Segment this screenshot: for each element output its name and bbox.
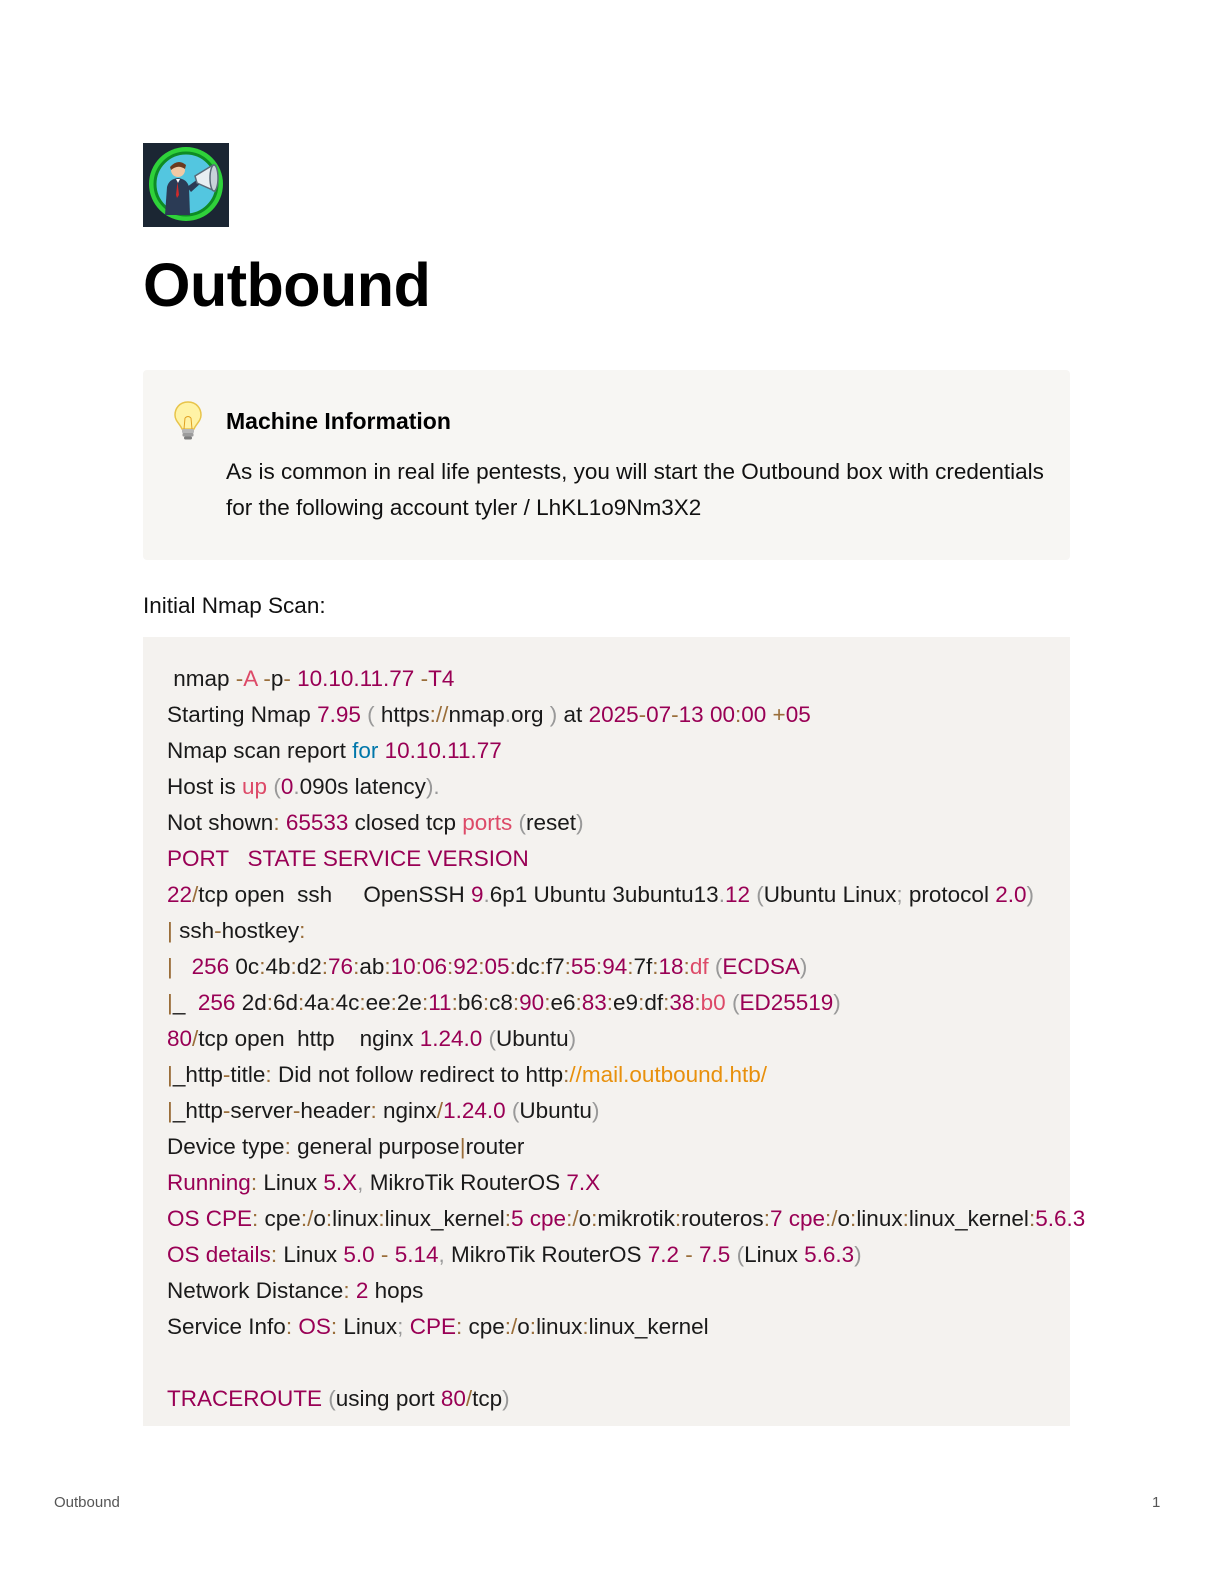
code-token: linux: [332, 1206, 379, 1231]
lightbulb-icon: [173, 400, 203, 442]
code-token: :: [694, 990, 701, 1015]
code-token: :: [451, 990, 458, 1015]
code-token: b6: [457, 990, 483, 1015]
code-token: -: [638, 702, 647, 727]
nmap-code-block: [143, 637, 1086, 1426]
code-line: [167, 1129, 524, 1165]
code-token: :: [370, 1098, 377, 1123]
code-token: //mail.outbound.htb/: [569, 1062, 767, 1087]
code-token: //: [435, 702, 449, 727]
code-token: (: [714, 954, 723, 979]
code-token: OS details: [167, 1242, 271, 1267]
code-token: A: [243, 666, 258, 691]
code-token: :: [652, 954, 659, 979]
code-token: 4c: [335, 990, 360, 1015]
code-token: :: [273, 810, 280, 835]
code-token: Starting Nmap: [167, 702, 318, 727]
code-token: :: [446, 954, 454, 979]
code-token: ECDSA: [722, 954, 800, 979]
code-token: :: [482, 990, 490, 1015]
code-token: title: [230, 1062, 266, 1087]
code-token: (: [511, 1098, 520, 1123]
code-token: :: [529, 1314, 537, 1339]
code-token: .: [483, 882, 490, 907]
code-token: :: [321, 954, 329, 979]
code-token: 55: [570, 954, 596, 979]
code-token: 2d: [235, 990, 267, 1015]
code-token: :: [455, 1314, 463, 1339]
code-token: d2: [296, 954, 322, 979]
code-token: :: [384, 954, 391, 979]
code-token: org: [511, 702, 550, 727]
code-token: using port: [335, 1386, 441, 1411]
code-token: 2025: [588, 702, 639, 727]
code-token: cpe: [462, 1314, 505, 1339]
code-token: dc: [515, 954, 540, 979]
code-token: :: [429, 702, 436, 727]
code-token: |: [167, 1062, 173, 1087]
code-token: o: [313, 1206, 326, 1231]
code-token: :: [359, 990, 366, 1015]
code-token: 12: [724, 882, 750, 907]
code-token: PORT STATE SERVICE VERSION: [167, 846, 529, 871]
code-token: :: [266, 990, 273, 1015]
code-line: [167, 769, 440, 805]
code-token: o: [517, 1314, 530, 1339]
code-line: [167, 913, 305, 949]
code-token: Ubuntu: [519, 1098, 592, 1123]
code-token: .: [504, 702, 511, 727]
code-token: :: [329, 990, 336, 1015]
callout-body: As is common in real life pentests, you will start the Outbound box with credentials for the following account tyler / LhKL1o9Nm3X2: [226, 459, 1044, 520]
code-token: 07: [646, 702, 672, 727]
code-token: TRACEROUTE: [167, 1386, 323, 1411]
code-token: :: [683, 954, 690, 979]
code-token: 13: [678, 702, 704, 727]
code-token: tcp: [472, 1386, 503, 1411]
code-token: -: [671, 702, 679, 727]
code-token: b0: [700, 990, 726, 1015]
code-token: ): [568, 1026, 577, 1051]
code-token: up: [242, 774, 268, 799]
code-token: o: [837, 1206, 851, 1231]
code-token: -: [263, 666, 271, 691]
code-token: -: [420, 666, 429, 691]
code-token: 10: [390, 954, 416, 979]
code-token: 05: [785, 702, 811, 727]
code-token: CPE: [409, 1314, 456, 1339]
code-token: 00: [741, 702, 767, 727]
code-token: 2e: [396, 990, 422, 1015]
code-token: :: [595, 954, 603, 979]
megaphone-avatar-icon: [143, 143, 229, 227]
code-token: general purpose: [290, 1134, 460, 1159]
code-token: ab: [359, 954, 385, 979]
code-token: ): [502, 1386, 510, 1411]
code-token: 65533: [285, 810, 349, 835]
code-token: 4a: [304, 990, 330, 1015]
code-token: T4: [428, 666, 455, 691]
code-token: 256: [191, 954, 230, 979]
code-token: 1.24.0: [443, 1098, 506, 1123]
code-token: 4b: [265, 954, 291, 979]
code-line: [167, 661, 454, 697]
code-token: (: [756, 882, 764, 907]
code-token: :: [539, 954, 546, 979]
code-token: :: [252, 1206, 259, 1231]
code-token: tcp open ssh OpenSSH: [198, 882, 471, 907]
code-token: ): [576, 810, 584, 835]
callout-title: Machine Information: [226, 408, 451, 434]
code-token: 18: [658, 954, 684, 979]
code-token: [173, 954, 192, 979]
code-token: 0c: [229, 954, 260, 979]
code-token: _: [172, 990, 198, 1015]
code-token: 10.10.11.77: [297, 666, 415, 691]
code-token: ,: [438, 1242, 445, 1267]
code-token: :: [330, 1314, 338, 1339]
code-token: 7f: [633, 954, 653, 979]
code-token: (: [273, 774, 281, 799]
code-token: .: [718, 882, 725, 907]
code-token: Not shown: [167, 810, 274, 835]
code-token: :: [259, 954, 266, 979]
code-token: -: [222, 1098, 231, 1123]
code-token: 7.2: [647, 1242, 679, 1267]
code-token: 5.X: [323, 1170, 358, 1195]
code-token: _http: [172, 1062, 223, 1087]
code-token: :/: [825, 1206, 838, 1231]
code-token: 5.6.3: [1035, 1206, 1086, 1231]
code-token: server: [230, 1098, 293, 1123]
code-token: MikroTik RouterOS: [363, 1170, 567, 1195]
code-token: linux: [536, 1314, 583, 1339]
code-token: :: [564, 954, 571, 979]
code-token: linux_kernel: [588, 1314, 709, 1339]
code-token: 5: [511, 1206, 524, 1231]
code-token: 90: [519, 990, 545, 1015]
code-line: [167, 697, 811, 733]
code-token: hostkey: [221, 918, 300, 943]
code-token: :: [509, 954, 516, 979]
code-token: ): [833, 990, 841, 1015]
code-token: 7.5: [699, 1242, 731, 1267]
code-token: :: [544, 990, 551, 1015]
code-token: ): [1026, 882, 1034, 907]
code-token: 090s latency: [299, 774, 426, 799]
code-token: (: [328, 1386, 336, 1411]
code-token: cpe: [258, 1206, 301, 1231]
code-token: Device type: [167, 1134, 285, 1159]
code-token: https: [374, 702, 430, 727]
code-token: 00: [709, 702, 735, 727]
code-token: 06: [421, 954, 447, 979]
code-token: 38: [669, 990, 695, 1015]
code-token: MikroTik RouterOS: [444, 1242, 648, 1267]
code-line: [167, 1165, 600, 1201]
code-line: [167, 1381, 510, 1417]
code-token: ;: [397, 1314, 404, 1339]
code-line: [167, 1201, 1085, 1237]
code-token: Did not follow redirect to http: [271, 1062, 564, 1087]
code-token: _http: [172, 1098, 223, 1123]
code-token: :: [325, 1206, 333, 1231]
page-number: 1: [1152, 1494, 1161, 1511]
code-token: 5.6.3: [804, 1242, 855, 1267]
code-token: |: [167, 990, 173, 1015]
code-line: [167, 949, 807, 985]
code-token: :/: [566, 1206, 579, 1231]
code-token: /: [192, 882, 199, 907]
code-token: .: [293, 774, 300, 799]
code-token: |: [459, 1134, 466, 1159]
code-token: -: [292, 1098, 301, 1123]
code-token: ED25519: [739, 990, 834, 1015]
code-token: :: [1028, 1206, 1036, 1231]
code-line: [167, 1021, 576, 1057]
code-line: [167, 1237, 862, 1273]
code-token: tcp open http nginx: [198, 1026, 420, 1051]
code-token: +: [772, 702, 786, 727]
code-token: linux_kernel: [908, 1206, 1029, 1231]
code-token: 7.X: [566, 1170, 601, 1195]
code-token: df: [644, 990, 664, 1015]
code-token: hops: [368, 1278, 424, 1303]
code-token: routeros: [681, 1206, 764, 1231]
code-token: (: [736, 1242, 745, 1267]
code-token: 80: [440, 1386, 466, 1411]
code-token: cpe: [788, 1206, 826, 1231]
code-token: (: [518, 810, 527, 835]
code-token: :: [284, 1134, 291, 1159]
code-token: Network Distance: [167, 1278, 344, 1303]
code-token: OS: [298, 1314, 331, 1339]
code-token: ): [549, 702, 558, 727]
code-token: :: [421, 990, 429, 1015]
code-token: ): [799, 954, 808, 979]
code-token: 11: [428, 990, 452, 1015]
code-token: for: [352, 738, 379, 763]
machine-information-callout: [143, 370, 1070, 560]
code-token: :: [353, 954, 360, 979]
code-token: 6p1 Ubuntu 3ubuntu13: [489, 882, 719, 907]
code-token: :: [638, 990, 645, 1015]
page-title: Outbound: [143, 251, 431, 319]
code-token: :: [415, 954, 422, 979]
code-token: -: [685, 1242, 693, 1267]
code-token: |: [167, 954, 173, 979]
code-token: /: [192, 1026, 199, 1051]
code-token: df: [689, 954, 709, 979]
code-token: Linux: [257, 1170, 324, 1195]
code-token: :: [763, 1206, 770, 1231]
code-token: :: [627, 954, 634, 979]
code-token: ports: [462, 810, 513, 835]
code-token: :: [285, 1314, 293, 1339]
code-token: :: [390, 990, 397, 1015]
code-token: (: [731, 990, 740, 1015]
code-token: :: [606, 990, 614, 1015]
code-token: :: [575, 990, 582, 1015]
code-token: mikrotik: [597, 1206, 675, 1231]
code-token: (: [367, 702, 375, 727]
code-token: ssh: [172, 918, 215, 943]
code-token: -: [235, 666, 244, 691]
code-token: Linux: [337, 1314, 398, 1339]
code-token: ,: [357, 1170, 364, 1195]
code-token: :: [734, 702, 742, 727]
code-token: cpe: [529, 1206, 567, 1231]
code-token: 6d: [272, 990, 299, 1015]
code-token: closed tcp: [348, 810, 463, 835]
intro-text: Initial Nmap Scan:: [143, 593, 326, 618]
code-token: ).: [425, 774, 440, 799]
code-token: 80: [167, 1026, 193, 1051]
code-token: ;: [896, 882, 903, 907]
code-token: OS CPE: [167, 1206, 253, 1231]
code-token: :: [591, 1206, 598, 1231]
code-token: :: [850, 1206, 857, 1231]
code-token: Nmap scan report: [167, 738, 353, 763]
code-token: 5.14: [394, 1242, 439, 1267]
code-token: e9: [613, 990, 639, 1015]
code-token: /: [436, 1098, 444, 1123]
code-token: o: [578, 1206, 592, 1231]
code-token: at: [557, 702, 589, 727]
code-token: 92: [453, 954, 479, 979]
code-token: :: [902, 1206, 909, 1231]
code-token: linux_kernel: [384, 1206, 505, 1231]
code-token: nginx: [376, 1098, 437, 1123]
code-token: :: [663, 990, 670, 1015]
code-token: 2: [355, 1278, 369, 1303]
code-line: [167, 877, 1034, 913]
code-token: 1.24.0: [419, 1026, 483, 1051]
code-token: Running: [167, 1170, 251, 1195]
code-line: [167, 1309, 709, 1345]
code-token: |: [167, 918, 173, 943]
code-token: ): [854, 1242, 862, 1267]
code-token: 76: [328, 954, 354, 979]
code-token: :/: [300, 1206, 314, 1231]
code-line: [167, 1057, 767, 1093]
code-token: :: [265, 1062, 272, 1087]
code-token: 0: [280, 774, 294, 799]
code-token: Ubuntu Linux: [763, 882, 897, 907]
code-token: :: [290, 954, 297, 979]
code-token: :: [298, 990, 305, 1015]
code-token: :: [563, 1062, 570, 1087]
code-token: router: [465, 1134, 525, 1159]
code-token: 94: [602, 954, 628, 979]
code-token: -: [214, 918, 222, 943]
code-token: :: [378, 1206, 385, 1231]
code-token: 5.0: [343, 1242, 375, 1267]
code-token: c8: [489, 990, 513, 1015]
code-token: nmap: [167, 666, 236, 691]
code-token: 22: [167, 882, 193, 907]
code-token: :/: [504, 1314, 518, 1339]
code-token: 256: [197, 990, 236, 1015]
code-token: -: [380, 1242, 389, 1267]
code-token: p: [270, 666, 284, 691]
code-token: :: [270, 1242, 278, 1267]
code-token: header: [300, 1098, 371, 1123]
code-token: Service Info: [167, 1314, 286, 1339]
code-token: -: [222, 1062, 231, 1087]
code-token: f7: [545, 954, 565, 979]
code-token: :: [504, 1206, 512, 1231]
code-token: -: [283, 666, 291, 691]
footer-page-title: Outbound: [54, 1494, 120, 1511]
code-token: protocol: [902, 882, 996, 907]
code-token: 05: [484, 954, 510, 979]
code-token: ee: [365, 990, 391, 1015]
code-token: (: [488, 1026, 497, 1051]
code-line: [167, 1273, 423, 1309]
code-token: Host is: [167, 774, 243, 799]
code-token: 7.95: [317, 702, 361, 727]
code-token: Ubuntu: [496, 1026, 569, 1051]
code-line: [167, 841, 529, 877]
code-token: linux: [856, 1206, 903, 1231]
code-line: [167, 985, 841, 1021]
code-token: /: [465, 1386, 473, 1411]
code-token: :: [343, 1278, 350, 1303]
code-token: 9: [470, 882, 484, 907]
code-token: :: [478, 954, 485, 979]
code-token: :: [512, 990, 520, 1015]
code-token: Linux: [277, 1242, 344, 1267]
code-token: Linux: [744, 1242, 805, 1267]
code-token: e6: [550, 990, 576, 1015]
code-token: :: [674, 1206, 682, 1231]
code-token: |: [167, 1098, 173, 1123]
code-token: 2.0: [995, 882, 1027, 907]
code-token: :: [582, 1314, 589, 1339]
code-line: [167, 733, 502, 769]
code-token: 10.10.11.77: [384, 738, 502, 763]
code-token: 7: [769, 1206, 783, 1231]
code-token: nmap: [448, 702, 505, 727]
code-token: :: [299, 918, 306, 943]
code-line: [167, 1093, 599, 1129]
code-token: ): [591, 1098, 600, 1123]
code-line: [167, 805, 584, 841]
code-token: :: [250, 1170, 258, 1195]
code-token: 83: [581, 990, 607, 1015]
code-token: reset: [526, 810, 577, 835]
